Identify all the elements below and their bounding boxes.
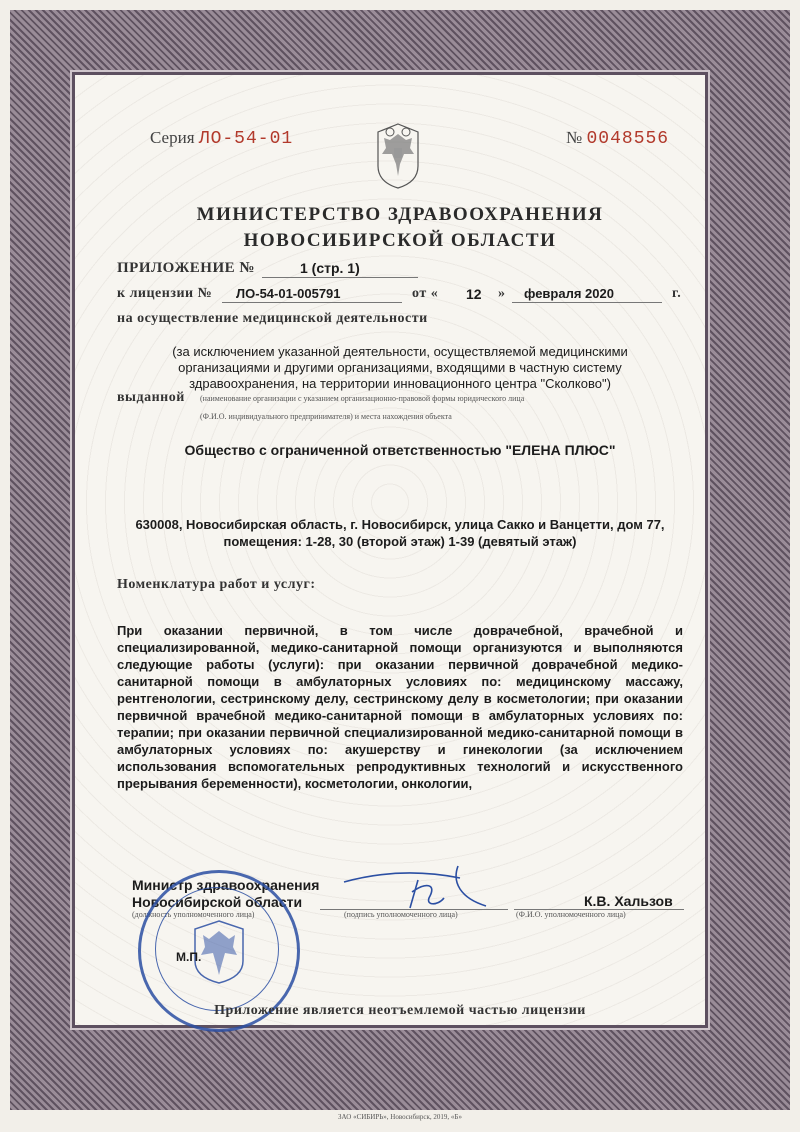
address bbox=[100, 516, 700, 550]
license-month-year: февраля 2020 bbox=[524, 286, 614, 301]
signatory-position-line-1: Министр здравоохранения bbox=[132, 877, 320, 893]
mp-label: М.П. bbox=[176, 950, 202, 964]
printer-mark: ЗАО «СИБИРЬ», Новосибирск, 2019, «Б» bbox=[338, 1113, 462, 1121]
issued-hint-1: (наименование организации с указанием организационно-правовой формы юридического лица bbox=[200, 394, 525, 403]
ministry-title bbox=[100, 202, 700, 254]
signatory-position-line-2: Новосибирской области bbox=[132, 894, 303, 910]
address-line-1: 630008, Новосибирская область, г. Новосибирск, улица Сакко и Ванцетти, дом 77, bbox=[135, 517, 665, 532]
hint-position: (должность уполномоченного лица) bbox=[132, 910, 255, 919]
license-label: к лицензии № bbox=[117, 286, 213, 301]
coat-of-arms-icon bbox=[370, 118, 426, 192]
services-text: При оказании первичной, в том числе доврачебной, врачебной и специализированной, медико-санитарной помощи организуются и выполняются следующие работы (услуги): при оказании первичной доврачебной медико-санитарной помощи в амбулаторных условиях по: медицинскому массажу, рентгенологии, сестринскому делу, сестринскому делу в косметологии; при оказании первичной врачебной медико-санитарной помощи в амбулаторных условиях по: терапии; при оказании первичной специализированной медико-санитарной помощи в амбулаторных условиях по: акушерству и гинекологии (за исключением использования вспомогательных репродуктивных технологий и искусственного прерывания беременности), косметологии, онкологии, bbox=[117, 623, 683, 791]
handwritten-signature bbox=[340, 862, 520, 912]
exclusion-text bbox=[150, 344, 650, 392]
license-day: 12 bbox=[466, 286, 482, 302]
issued-label: выданной bbox=[117, 390, 185, 405]
exclusion-line-1: (за исключением указанной деятельности, осуществляемой медицинскими bbox=[172, 344, 628, 359]
license-day-close: » bbox=[498, 286, 506, 301]
activity: на осуществление медицинской деятельности bbox=[117, 311, 428, 326]
organization-name: Общество с ограниченной ответственностью "ЕЛЕНА ПЛЮС" bbox=[184, 442, 616, 458]
appendix-label: ПРИЛОЖЕНИЕ № bbox=[117, 260, 255, 276]
exclusion-line-3: здравоохранения, на территории инновационного центра "Сколково") bbox=[189, 376, 611, 391]
issued-hint-2: (Ф.И.О. индивидуального предпринимателя) и места нахождения объекта bbox=[200, 412, 452, 421]
hint-name: (Ф.И.О. уполномоченного лица) bbox=[516, 910, 626, 919]
number-label: № bbox=[566, 128, 583, 147]
license-year-suffix: г. bbox=[672, 286, 682, 301]
series-label: Серия bbox=[150, 128, 195, 147]
number-value: 0048556 bbox=[586, 129, 670, 149]
hint-signature: (подпись уполномоченного лица) bbox=[344, 910, 458, 919]
ministry-line-2: НОВОСИБИРСКОЙ ОБЛАСТИ bbox=[243, 230, 557, 251]
series-value: ЛО-54-01 bbox=[198, 129, 294, 149]
footer-note: Приложение является неотъемлемой частью лицензии bbox=[214, 1003, 586, 1018]
address-line-2: помещения: 1-28, 30 (второй этаж) 1-39 (девятый этаж) bbox=[223, 534, 577, 549]
license-number: ЛО-54-01-005791 bbox=[236, 286, 341, 301]
appendix-value: 1 (стр. 1) bbox=[300, 260, 360, 276]
nomenclature-label: Номенклатура работ и услуг: bbox=[117, 577, 316, 592]
number bbox=[566, 128, 669, 149]
ministry-line-1: МИНИСТЕРСТВО ЗДРАВООХРАНЕНИЯ bbox=[196, 204, 604, 225]
exclusion-line-2: организациями и другими организациями, входящими в частную систему bbox=[178, 360, 622, 375]
signatory-name: К.В. Хальзов bbox=[584, 893, 673, 909]
series bbox=[150, 128, 293, 149]
license-from-label: от « bbox=[412, 286, 439, 301]
